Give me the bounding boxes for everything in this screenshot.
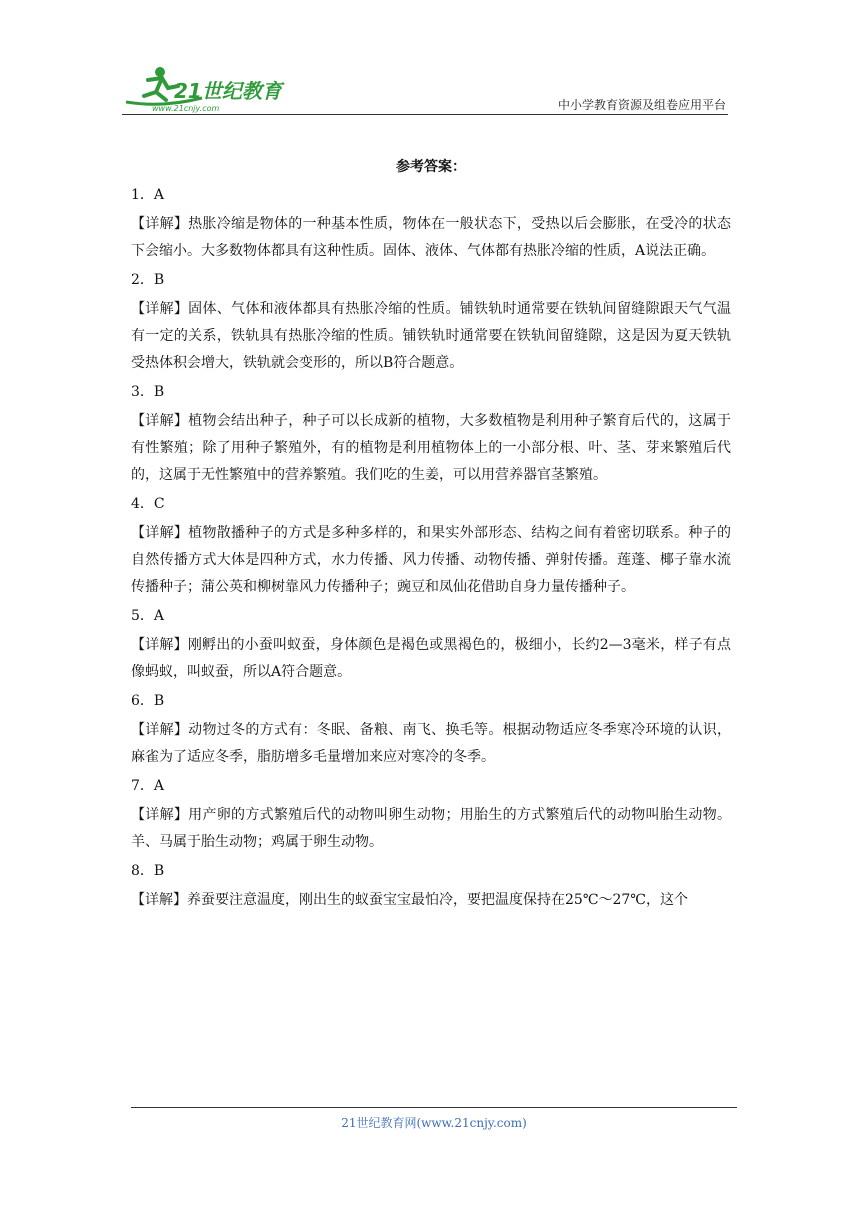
detail-text: 养蚕要注意温度，刚出生的蚁蚕宝宝最怕冷，要把温度保持在25℃～27℃，这个 (187, 892, 688, 908)
logo-url-text: www.21cnjy.com (152, 104, 220, 113)
detail-tag: 【详解】 (131, 722, 189, 738)
detail-text: 动物过冬的方式有：冬眠、备粮、南飞、换毛等。根据动物适应冬季寒冷环境的认识，麻雀为了适应冬季，脂肪增多毛量增加来应对寒冷的冬季。 (131, 722, 731, 765)
detail-tag: 【详解】 (131, 892, 187, 908)
answer-section (131, 154, 731, 914)
answer-number: 5．A (131, 608, 165, 624)
answer-detail (131, 408, 731, 489)
detail-tag: 【详解】 (131, 216, 189, 232)
detail-text: 刚孵出的小蚕叫蚁蚕，身体颜色是褐色或黑褐色的，极细小，长约2—3毫米，样子有点像蚂蚁，叫蚁蚕，所以A符合题意。 (131, 637, 732, 680)
page-header (122, 62, 728, 118)
detail-text: 植物散播种子的方式是多种多样的，和果实外部形态、结构之间有着密切联系。种子的自然传播方式大体是四种方式，水力传播、风力传播、动物传播、弹射传播。莲蓬、椰子靠水流传播种子；蒲公英和柳树靠风力传播种子；豌豆和凤仙花借助自身力量传播种子。 (131, 525, 731, 595)
logo-text: 21世纪教育 (174, 79, 282, 103)
footer-divider (131, 1107, 737, 1108)
detail-tag: 【详解】 (131, 301, 189, 317)
page-title: 参考答案： (396, 159, 466, 175)
platform-name: 中小学教育资源及组卷应用平台 (557, 98, 726, 112)
answer-number: 3．B (131, 384, 165, 400)
detail-tag: 【详解】 (131, 413, 189, 429)
header-divider (122, 114, 728, 115)
answer-number: 6．B (131, 693, 165, 709)
answer-list (131, 182, 731, 914)
answer-detail (131, 520, 731, 601)
answer-detail (131, 802, 731, 856)
answer-number: 1．A (131, 187, 165, 203)
detail-tag: 【详解】 (131, 525, 189, 541)
detail-tag: 【详解】 (131, 637, 188, 653)
answer-detail (131, 887, 731, 914)
answer-number: 7．A (131, 778, 165, 794)
detail-text: 热胀冷缩是物体的一种基本性质，物体在一般状态下，受热以后会膨胀，在受冷的状态下会缩小。大多数物体都具有这种性质。固体、液体、气体都有热胀冷缩的性质，A说法正确。 (131, 216, 731, 259)
detail-text: 用产卵的方式繁殖后代的动物叫卵生动物；用胎生的方式繁殖后代的动物叫胎生动物。羊、马属于胎生动物；鸡属于卵生动物。 (131, 807, 731, 850)
answer-number: 8．B (131, 863, 165, 879)
logo-21cnjy (122, 62, 294, 114)
answer-detail (131, 211, 731, 265)
detail-text: 固体、气体和液体都具有热胀冷缩的性质。铺铁轨时通常要在铁轨间留缝隙跟天气气温有一定的关系，铁轨具有热胀冷缩的性质。铺铁轨时通常要在铁轨间留缝隙，这是因为夏天铁轨受热体积会增大，铁轨就会变形的，所以B符合题意。 (131, 301, 731, 371)
detail-text: 植物会结出种子，种子可以长成新的植物，大多数植物是利用种子繁育后代的，这属于有性繁殖；除了用种子繁殖外，有的植物是利用植物体上的一小部分根、叶、茎、芽来繁殖后代的，这属于无性繁殖中的营养繁殖。我们吃的生姜，可以用营养器官茎繁殖。 (131, 413, 731, 483)
answer-number: 4．C (131, 496, 165, 512)
footer-link[interactable]: 21世纪教育网(www.21cnjy.com) (341, 1116, 527, 1130)
detail-tag: 【详解】 (131, 807, 189, 823)
answer-detail (131, 717, 731, 771)
answer-detail (131, 296, 731, 377)
answer-detail (131, 632, 731, 686)
answer-number: 2．B (131, 272, 165, 288)
